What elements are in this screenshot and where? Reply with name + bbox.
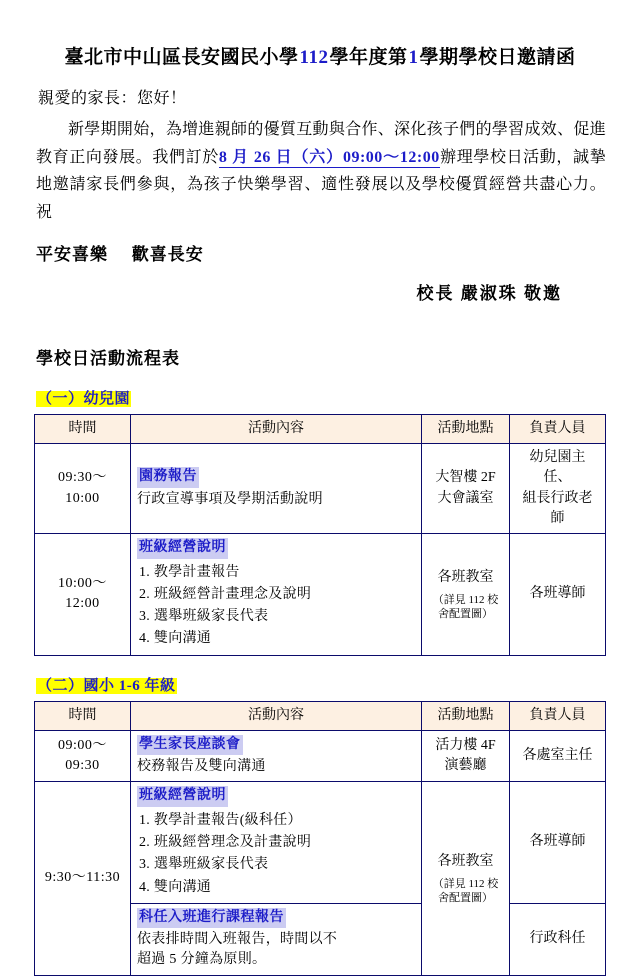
schedule-sections	[34, 387, 606, 976]
cell-activity	[131, 782, 422, 903]
activity-line: 超過 5 分鐘為原則。	[137, 952, 267, 968]
closing-right: 歡喜長安	[131, 245, 204, 265]
table-header-row	[35, 415, 606, 444]
activity-item: 3. 選舉班級家長代表	[139, 609, 269, 625]
title-part-2: 學年度第	[329, 47, 408, 68]
activity-item: 1. 教學計畫報告	[139, 564, 240, 580]
cell-staff: 行政科任	[510, 903, 606, 975]
activity-heading: 班級經營說明	[137, 786, 228, 806]
activity-item-list	[137, 562, 415, 651]
location-note: （詳見 112 校 舍配置圖）	[432, 593, 499, 621]
activity-item: 3. 選舉班級家長代表	[139, 857, 269, 873]
activity-item: 4. 雙向溝通	[139, 879, 212, 895]
column-header: 時間	[35, 415, 131, 444]
activity-item: 2. 班級經營計畫理念及說明	[139, 586, 312, 602]
activity-heading: 學生家長座談會	[137, 735, 243, 755]
activity-line: 行政宣導事項及學期活動說明	[137, 491, 323, 507]
activity-line: 依表排時間入班報告，時間以不	[137, 932, 338, 948]
table-row	[35, 444, 606, 534]
activity-item-list	[137, 810, 415, 899]
cell-time: 09:00～09:30	[35, 730, 131, 782]
schedule-title: 學校日活動流程表	[36, 349, 180, 369]
body-text-after-time: 辦理學校日活動，誠摯地邀請家長們參與，為孩子快樂學習、適性發展以及學校優質經營共盡心力。祝	[36, 148, 606, 221]
column-header: 活動內容	[131, 415, 422, 444]
activity-line: 校務報告及雙向溝通	[137, 759, 266, 775]
cell-location: 大智樓 2F 大會議室	[422, 444, 510, 534]
location-note: （詳見 112 校 舍配置圖）	[432, 877, 499, 905]
table-row	[35, 534, 606, 655]
schedule-table	[34, 701, 606, 976]
activity-heading: 班級經營說明	[137, 538, 228, 558]
closing-left: 平安喜樂	[36, 245, 108, 265]
signature: 校長 嚴淑珠 敬邀	[416, 284, 562, 304]
closing-line	[36, 240, 606, 265]
activity-item: 2. 班級經營理念及計畫說明	[139, 834, 312, 850]
document-title	[34, 42, 606, 69]
cell-staff: 幼兒園主任、 組長行政老師	[510, 444, 606, 534]
column-header: 負責人員	[510, 415, 606, 444]
table-row	[35, 782, 606, 903]
title-part-3: 學期學校日邀請函	[419, 47, 576, 68]
cell-staff: 各班導師	[510, 534, 606, 655]
activity-heading: 園務報告	[137, 467, 199, 487]
activity-item: 4. 雙向溝通	[139, 631, 212, 647]
cell-location: 各班教室 （詳見 112 校 舍配置圖）	[422, 782, 510, 975]
column-header: 活動地點	[422, 415, 510, 444]
title-school-year: 112	[299, 47, 329, 68]
title-semester: 1	[408, 47, 419, 68]
cell-activity	[131, 534, 422, 655]
cell-time: 09:30～10:00	[35, 444, 131, 534]
column-header: 活動地點	[422, 701, 510, 730]
cell-activity	[131, 730, 422, 782]
cell-location: 各班教室 （詳見 112 校 舍配置圖）	[422, 534, 510, 655]
cell-staff: 各處室主任	[510, 730, 606, 782]
cell-time: 10:00～12:00	[35, 534, 131, 655]
column-header: 負責人員	[510, 701, 606, 730]
column-header: 時間	[35, 701, 131, 730]
column-header: 活動內容	[131, 701, 422, 730]
body-text-before-time: 新學期開始，為增進親師的優質互動與合作、深化孩子們的學習成效、促進教育正向發展。我們訂於	[36, 121, 606, 166]
cell-location: 活力樓 4F 演藝廳	[422, 730, 510, 782]
salutation: 親愛的家長：您好！	[38, 90, 187, 107]
cell-activity	[131, 444, 422, 534]
schedule-table	[34, 414, 606, 656]
cell-staff: 各班導師	[510, 782, 606, 903]
schedule-section-heading	[36, 674, 606, 695]
section-heading-highlight: （二）國小 1-6 年級	[37, 677, 176, 694]
schedule-section-heading	[36, 387, 606, 408]
table-row	[35, 730, 606, 782]
activity-heading: 科任入班進行課程報告	[137, 908, 286, 928]
title-part-1: 臺北市中山區長安國民小學	[64, 47, 299, 68]
cell-activity	[131, 903, 422, 975]
table-header-row	[35, 701, 606, 730]
event-datetime: 8 月 26 日（六）09:00～12:00	[218, 148, 440, 166]
cell-time: 9:30～11:30	[35, 782, 131, 975]
section-heading-highlight: （一）幼兒園	[37, 391, 131, 408]
activity-item: 1. 教學計畫報告(級科任）	[139, 812, 302, 828]
letter-body	[36, 116, 606, 226]
